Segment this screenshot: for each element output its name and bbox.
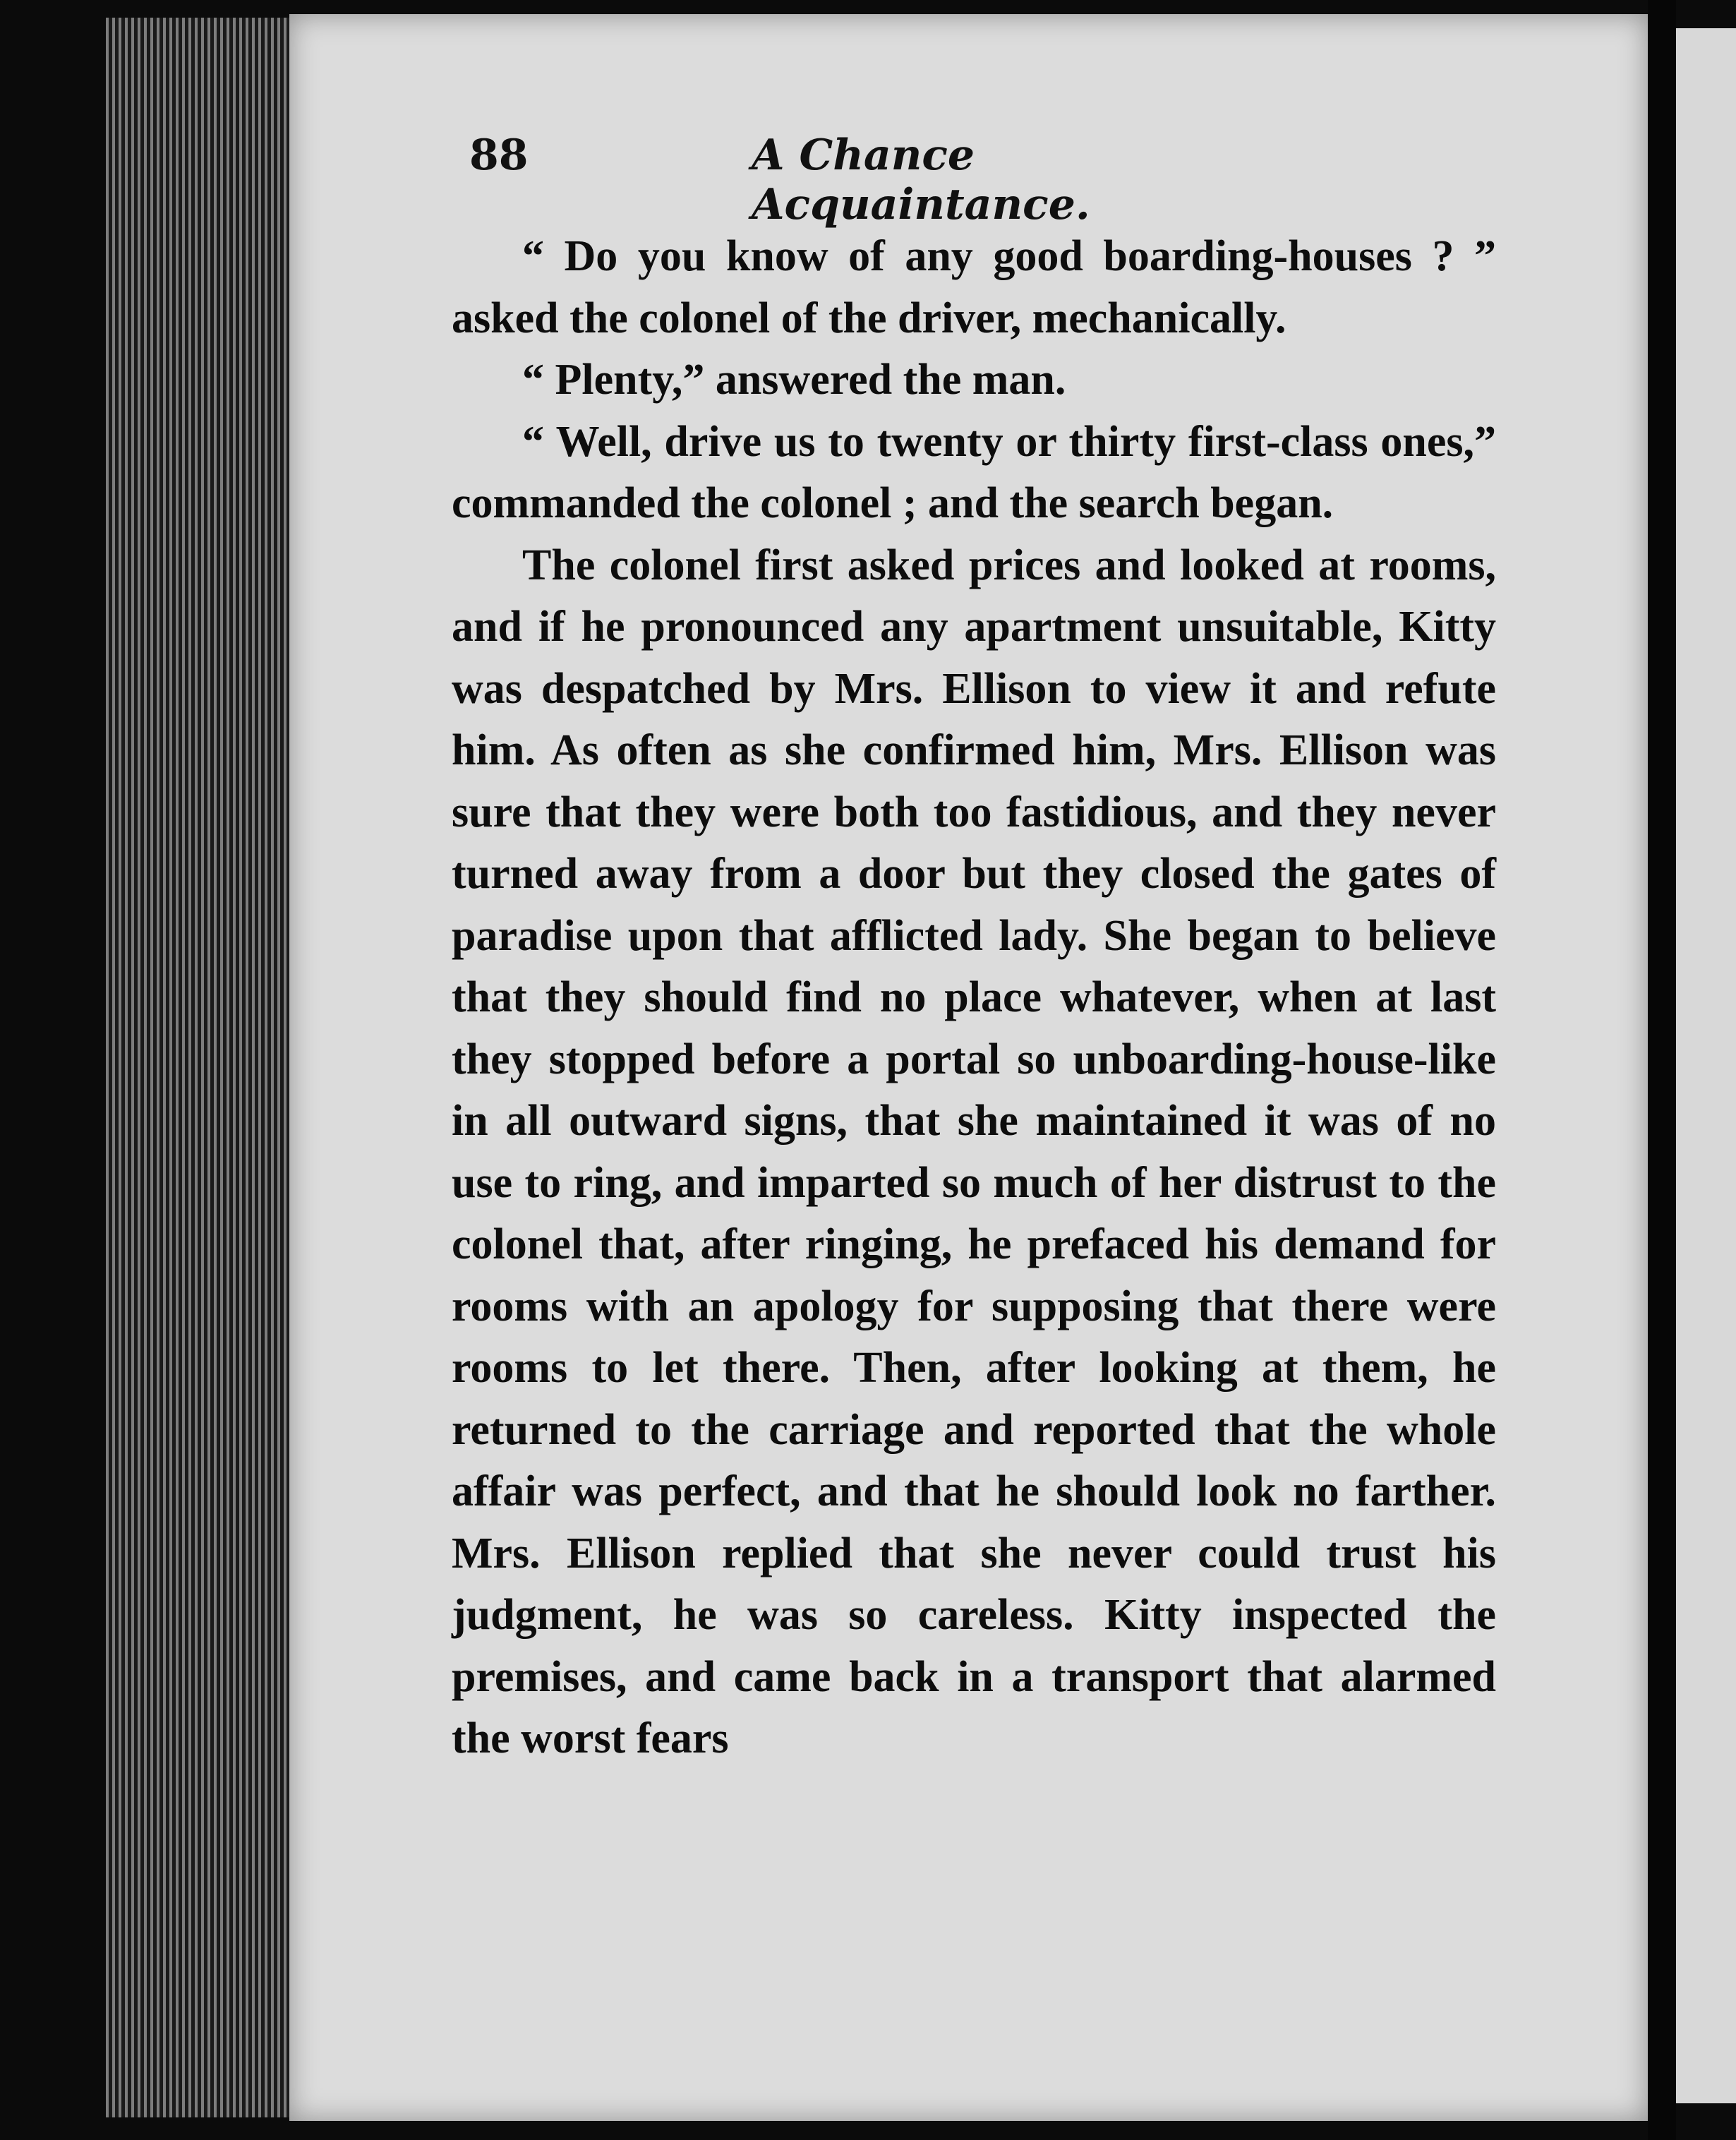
book-gutter: [1648, 0, 1676, 2140]
page-edges: [106, 18, 318, 2117]
paragraph: “ Well, drive us to twenty or thirty first-class ones,” commanded the colonel ; and the search began.: [452, 417, 1496, 527]
page-number: 88: [469, 131, 529, 180]
paragraph: “ Plenty,” answered the man.: [522, 356, 1066, 404]
paragraph: “ Do you know of any good boarding-houses ? ” asked the colonel of the driver, mechanically.: [452, 232, 1496, 342]
running-head: [469, 131, 1263, 229]
body-text: [452, 226, 1496, 1770]
running-title: A Chance Acquaintance.: [752, 131, 1090, 229]
facing-page-edge: [1676, 28, 1736, 2103]
paragraph: The colonel first asked prices and looked at rooms, and if he pronounced any apartment unsuitable, Kitty was despatched by Mrs. Ellison to view it and refute him. As often as she confirmed him, Mrs. Ellison was sure that they were both too fastidious, and they never turned away from a door but they closed the gates of paradise upon that afflicted lady. She began to believe that they should find no place whatever, when at last they stopped before a portal so unboarding-house-like in all outward signs, that she maintained it was of no use to ring, and imparted so much of her distrust to the colonel that, after ringing, he prefaced his demand for rooms with an apology for supposing that there were rooms to let there. Then, after looking at them, he returned to the carriage and reported that the whole affair was perfect, and that he should look no farther. Mrs. Ellison replied that she never could trust his judgment, he was so careless. Kitty inspected the premises, and came back in a transport that alarmed the worst fears: [452, 541, 1496, 1762]
